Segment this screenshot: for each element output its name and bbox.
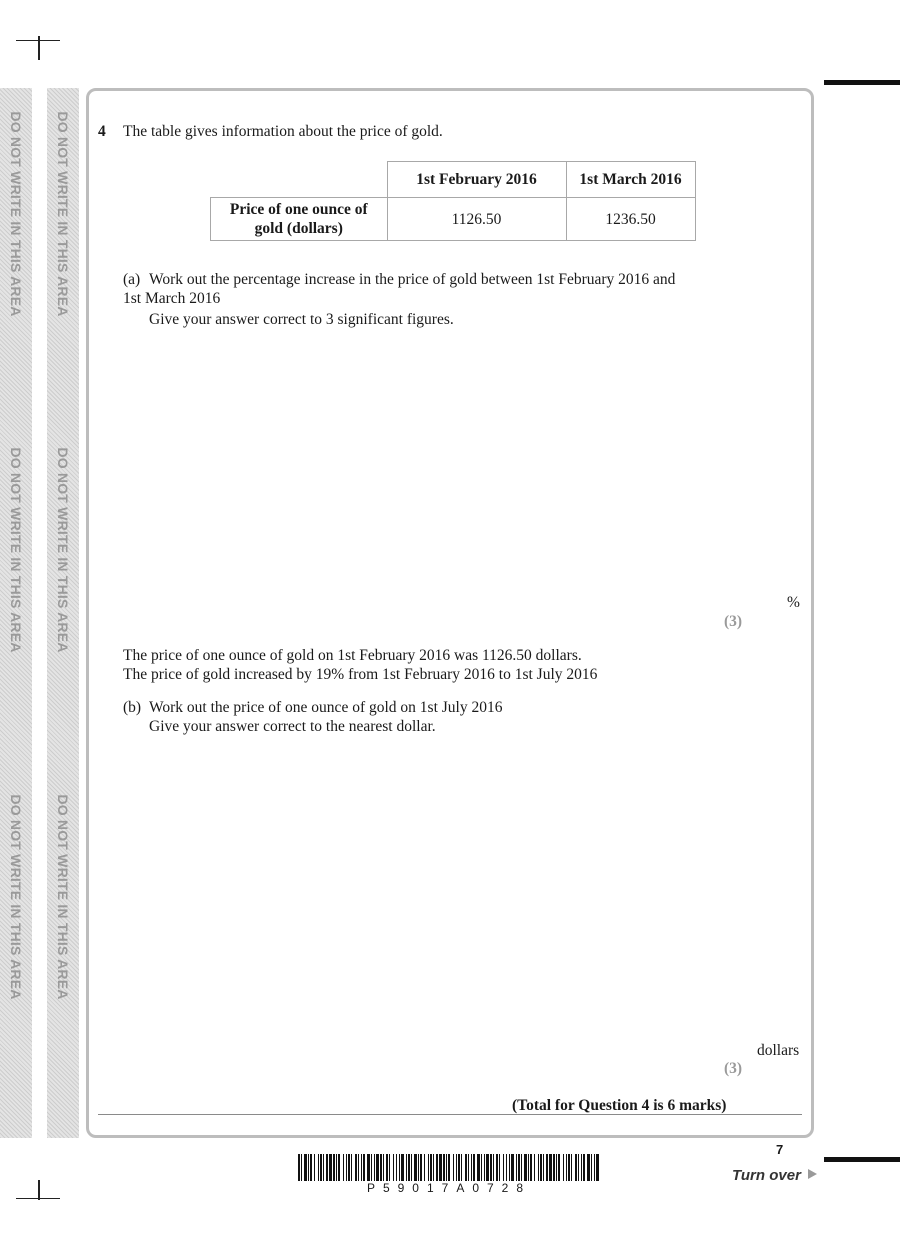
barcode-bar bbox=[411, 1154, 412, 1181]
barcode-bar bbox=[380, 1154, 382, 1181]
barcode-bar bbox=[503, 1154, 504, 1181]
barcode-bar bbox=[430, 1154, 432, 1181]
barcode-bar bbox=[581, 1154, 582, 1181]
barcode-bar bbox=[351, 1154, 352, 1181]
page-number: 7 bbox=[776, 1142, 784, 1157]
barcode-bar bbox=[594, 1154, 595, 1181]
barcode-bar bbox=[338, 1154, 340, 1181]
barcode-bar bbox=[401, 1154, 404, 1181]
part-b-text: Give your answer correct to the nearest dollar. bbox=[149, 718, 436, 735]
total-divider bbox=[98, 1114, 802, 1115]
part-a-text: Work out the percentage increase in the price of gold between 1st February 2016 and bbox=[149, 271, 676, 288]
barcode-bar bbox=[538, 1154, 539, 1181]
crop-mark bbox=[16, 40, 60, 41]
barcode-bar bbox=[553, 1154, 555, 1181]
answer-unit-dollars: dollars bbox=[757, 1042, 800, 1059]
barcode-bar bbox=[424, 1154, 425, 1181]
barcode-bar bbox=[596, 1154, 599, 1181]
barcode-bar bbox=[540, 1154, 542, 1181]
barcode-bar bbox=[471, 1154, 472, 1181]
barcode-bar bbox=[458, 1154, 460, 1181]
barcode-bar bbox=[367, 1154, 370, 1181]
part-b-text: Work out the price of one ounce of gold on 1st July 2016 bbox=[149, 699, 503, 716]
barcode-bar bbox=[326, 1154, 328, 1181]
barcode-bar bbox=[524, 1154, 527, 1181]
barcode-bar bbox=[371, 1154, 372, 1181]
barcode-bar bbox=[428, 1154, 429, 1181]
table-header: 1st February 2016 bbox=[387, 162, 566, 198]
margin-warning: DO NOT WRITE IN THIS AREA bbox=[55, 447, 71, 653]
margin-warning: DO NOT WRITE IN THIS AREA bbox=[8, 447, 24, 653]
barcode-bar bbox=[516, 1154, 517, 1181]
barcode-bar bbox=[358, 1154, 359, 1181]
barcode-bar bbox=[310, 1154, 312, 1181]
margin-warning: DO NOT WRITE IN THIS AREA bbox=[55, 793, 71, 1000]
barcode-bar bbox=[578, 1154, 579, 1181]
table-cell: 1236.50 bbox=[566, 198, 695, 241]
barcode bbox=[298, 1154, 600, 1181]
barcode-bar bbox=[333, 1154, 335, 1181]
barcode-bar bbox=[376, 1154, 379, 1181]
barcode-bar bbox=[320, 1154, 322, 1181]
barcode-bar bbox=[509, 1154, 510, 1181]
barcode-bar bbox=[396, 1154, 397, 1181]
barcode-bar bbox=[486, 1154, 489, 1181]
barcode-bar bbox=[406, 1154, 407, 1181]
barcode-bar bbox=[301, 1154, 302, 1181]
barcode-bar bbox=[348, 1154, 350, 1181]
barcode-bar bbox=[534, 1154, 535, 1181]
barcode-bar bbox=[543, 1154, 544, 1181]
barcode-bar bbox=[518, 1154, 520, 1181]
barcode-bar bbox=[506, 1154, 507, 1181]
answer-frame bbox=[86, 88, 814, 1138]
barcode-bar bbox=[355, 1154, 357, 1181]
barcode-bar bbox=[587, 1154, 590, 1181]
margin-strip-inner bbox=[47, 88, 79, 1138]
barcode-bar bbox=[443, 1154, 445, 1181]
part-b-label: (b) bbox=[123, 699, 142, 716]
barcode-bar bbox=[566, 1154, 567, 1181]
barcode-bar bbox=[361, 1154, 362, 1181]
barcode-bar bbox=[346, 1154, 347, 1181]
barcode-bar bbox=[481, 1154, 482, 1181]
question-number: 4 bbox=[98, 123, 106, 140]
table-row-label bbox=[211, 198, 388, 241]
barcode-bar bbox=[496, 1154, 498, 1181]
barcode-bar bbox=[530, 1154, 532, 1181]
table-cell: 1126.50 bbox=[387, 198, 566, 241]
barcode-bar bbox=[314, 1154, 315, 1181]
crop-mark bbox=[38, 1180, 40, 1200]
barcode-bar bbox=[383, 1154, 384, 1181]
table-header: 1st March 2016 bbox=[566, 162, 695, 198]
info-text: The price of gold increased by 19% from 1st February 2016 to 1st July 2016 bbox=[123, 666, 598, 683]
barcode-bar bbox=[343, 1154, 344, 1181]
answer-unit-percent: % bbox=[787, 594, 800, 611]
barcode-bar bbox=[418, 1154, 419, 1181]
side-bar-bottom bbox=[824, 1157, 900, 1162]
barcode-bar bbox=[571, 1154, 572, 1181]
barcode-bar bbox=[399, 1154, 400, 1181]
barcode-bar bbox=[414, 1154, 417, 1181]
barcode-bar bbox=[583, 1154, 585, 1181]
barcode-bar bbox=[556, 1154, 557, 1181]
barcode-bar bbox=[591, 1154, 592, 1181]
margin-warning: DO NOT WRITE IN THIS AREA bbox=[8, 111, 24, 317]
barcode-bar bbox=[329, 1154, 332, 1181]
barcode-bar bbox=[493, 1154, 494, 1181]
barcode-bar bbox=[308, 1154, 309, 1181]
part-a-label: (a) bbox=[123, 271, 141, 288]
barcode-bar bbox=[374, 1154, 375, 1181]
gold-price-table bbox=[210, 161, 696, 241]
turn-over-label: Turn over bbox=[732, 1167, 801, 1184]
marks-a: (3) bbox=[724, 613, 743, 630]
barcode-bar bbox=[408, 1154, 410, 1181]
barcode-bar bbox=[453, 1154, 454, 1181]
barcode-bar bbox=[389, 1154, 390, 1181]
barcode-bar bbox=[546, 1154, 548, 1181]
barcode-bar bbox=[420, 1154, 422, 1181]
barcode-bar bbox=[511, 1154, 514, 1181]
barcode-bar bbox=[436, 1154, 438, 1181]
barcode-bar bbox=[363, 1154, 365, 1181]
barcode-bar bbox=[318, 1154, 319, 1181]
barcode-bar bbox=[323, 1154, 324, 1181]
arrow-right-icon bbox=[808, 1169, 817, 1179]
margin-warning: DO NOT WRITE IN THIS AREA bbox=[55, 111, 71, 317]
barcode-bar bbox=[456, 1154, 457, 1181]
side-bar-top bbox=[824, 80, 900, 85]
info-text: The price of one ounce of gold on 1st February 2016 was 1126.50 dollars. bbox=[123, 647, 582, 664]
barcode-bar bbox=[336, 1154, 337, 1181]
barcode-bar bbox=[575, 1154, 577, 1181]
barcode-bar bbox=[568, 1154, 570, 1181]
barcode-bar bbox=[477, 1154, 480, 1181]
row-label-line: gold (dollars) bbox=[254, 220, 343, 237]
part-a-text: Give your answer correct to 3 significant figures. bbox=[149, 311, 454, 328]
barcode-bar bbox=[521, 1154, 522, 1181]
margin-warning: DO NOT WRITE IN THIS AREA bbox=[8, 793, 24, 1000]
turn-over bbox=[732, 1167, 817, 1184]
total-marks: (Total for Question 4 is 6 marks) bbox=[512, 1097, 727, 1114]
row-label-line: Price of one ounce of bbox=[229, 201, 368, 218]
barcode-bar bbox=[528, 1154, 529, 1181]
barcode-bar bbox=[439, 1154, 442, 1181]
barcode-number: P59017A0728 bbox=[366, 1181, 532, 1195]
barcode-bar bbox=[473, 1154, 475, 1181]
marks-b: (3) bbox=[724, 1060, 743, 1077]
barcode-bar bbox=[433, 1154, 434, 1181]
barcode-bar bbox=[549, 1154, 552, 1181]
barcode-bar bbox=[448, 1154, 450, 1181]
barcode-bar bbox=[461, 1154, 462, 1181]
barcode-bar bbox=[304, 1154, 307, 1181]
barcode-bar bbox=[468, 1154, 469, 1181]
barcode-bar bbox=[393, 1154, 394, 1181]
barcode-bar bbox=[558, 1154, 560, 1181]
barcode-bar bbox=[446, 1154, 447, 1181]
margin-strip-outer bbox=[0, 88, 32, 1138]
barcode-bar bbox=[386, 1154, 388, 1181]
barcode-bar bbox=[563, 1154, 564, 1181]
barcode-bar bbox=[499, 1154, 500, 1181]
barcode-bar bbox=[490, 1154, 492, 1181]
crop-mark bbox=[16, 1198, 60, 1199]
part-a-text: 1st March 2016 bbox=[123, 290, 221, 307]
question-intro: The table gives information about the price of gold. bbox=[123, 123, 443, 140]
barcode-bar bbox=[298, 1154, 300, 1181]
barcode-bar bbox=[465, 1154, 467, 1181]
barcode-bar bbox=[484, 1154, 485, 1181]
